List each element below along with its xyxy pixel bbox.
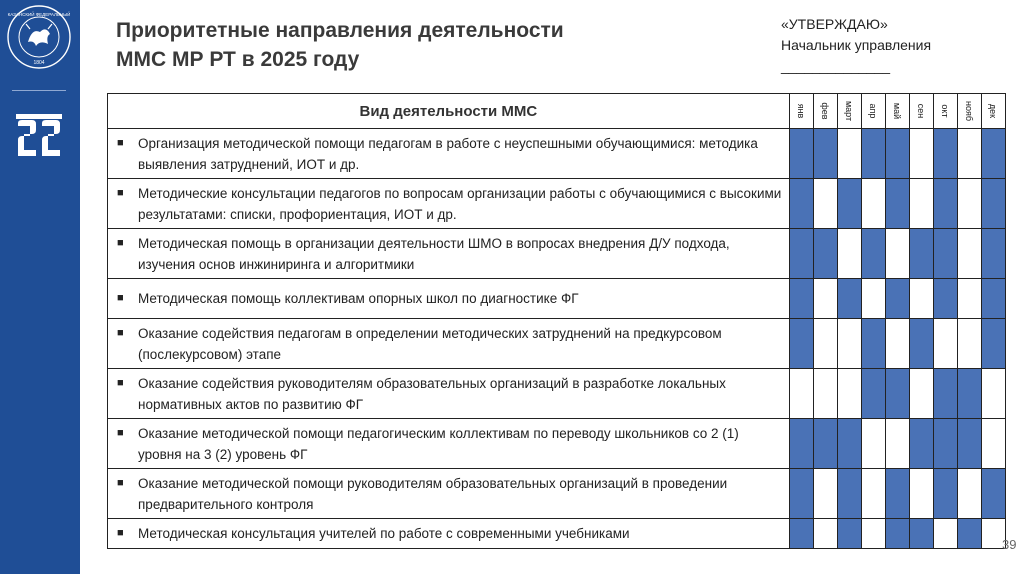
schedule-cell-filled	[861, 369, 885, 419]
activity-cell	[108, 369, 790, 419]
bullet-icon: ■	[117, 476, 124, 489]
activity-cell	[108, 419, 790, 469]
schedule-cell-empty	[957, 179, 981, 229]
bullet-icon: ■	[117, 186, 124, 199]
activity-text: Оказание содействия педагогам в определении методических затруднений на предкурсовом (послекурсовом) этапе	[138, 325, 722, 362]
schedule-cell-filled	[933, 179, 957, 229]
table-row	[108, 129, 1006, 179]
schedule-cell-empty	[957, 229, 981, 279]
month-label: окт	[940, 104, 951, 118]
schedule-cell-filled	[885, 279, 909, 319]
schedule-cell-empty	[861, 419, 885, 469]
schedule-cell-empty	[957, 319, 981, 369]
schedule-cell-filled	[789, 519, 813, 549]
schedule-cell-filled	[789, 179, 813, 229]
schedule-cell-filled	[789, 319, 813, 369]
table-row	[108, 229, 1006, 279]
schedule-cell-filled	[789, 229, 813, 279]
activity-text: Оказание методической помощи педагогическим коллективам по переводу школьников со 2 (1) уровня на 3 (2) уровень ФГ	[138, 425, 739, 462]
activity-text: Методическая консультация учителей по работе с современными учебниками	[138, 526, 630, 541]
schedule-cell-empty	[837, 319, 861, 369]
bullet-icon: ■	[117, 376, 124, 389]
schedule-cell-filled	[885, 129, 909, 179]
schedule-cell-filled	[789, 469, 813, 519]
schedule-cell-filled	[909, 319, 933, 369]
schedule-cell-filled	[909, 519, 933, 549]
activity-text: Методическая помощь в организации деятельности ШМО в вопросах внедрения Д/У подхода, изучения основ инжиниринга и алгоритмики	[138, 235, 730, 272]
page-number: 39	[1002, 537, 1017, 552]
schedule-cell-empty	[933, 319, 957, 369]
schedule-cell-filled	[885, 369, 909, 419]
table-row	[108, 179, 1006, 229]
schedule-cell-empty	[813, 179, 837, 229]
schedule-cell-empty	[813, 279, 837, 319]
schedule-cell-filled	[933, 369, 957, 419]
schedule-cell-filled	[981, 469, 1005, 519]
schedule-cell-filled	[981, 229, 1005, 279]
schedule-cell-filled	[789, 129, 813, 179]
schedule-cell-empty	[933, 519, 957, 549]
schedule-cell-filled	[837, 519, 861, 549]
schedule-cell-filled	[933, 129, 957, 179]
institute-emblem-icon	[12, 110, 66, 160]
activity-text: Оказание содействия руководителям образовательных организаций в разработке локальных нормативных актов по развитию ФГ	[138, 375, 726, 412]
schedule-cell-filled	[933, 229, 957, 279]
schedule-cell-empty	[981, 419, 1005, 469]
schedule-cell-filled	[957, 519, 981, 549]
activity-cell	[108, 129, 790, 179]
schedule-cell-filled	[957, 369, 981, 419]
schedule-cell-empty	[813, 519, 837, 549]
month-label: апр	[868, 103, 879, 119]
approval-block	[781, 14, 931, 77]
schedule-cell-filled	[933, 279, 957, 319]
activity-cell	[108, 229, 790, 279]
bullet-icon: ■	[117, 136, 124, 149]
schedule-cell-filled	[861, 129, 885, 179]
schedule-cell-empty	[861, 519, 885, 549]
schedule-cell-filled	[909, 419, 933, 469]
month-header	[837, 94, 861, 129]
schedule-cell-filled	[789, 419, 813, 469]
schedule-cell-empty	[837, 369, 861, 419]
page-title	[116, 16, 564, 74]
schedule-cell-empty	[957, 129, 981, 179]
schedule-cell-empty	[837, 129, 861, 179]
schedule-cell-empty	[885, 319, 909, 369]
activity-schedule-table	[107, 93, 1006, 549]
month-label: май	[892, 102, 903, 120]
schedule-cell-filled	[861, 319, 885, 369]
month-header	[789, 94, 813, 129]
schedule-cell-empty	[813, 319, 837, 369]
schedule-cell-filled	[981, 279, 1005, 319]
month-label: нояб	[964, 100, 975, 122]
approval-position: Начальник управления	[781, 37, 932, 53]
schedule-cell-filled	[813, 229, 837, 279]
month-header	[813, 94, 837, 129]
month-header	[885, 94, 909, 129]
schedule-cell-empty	[813, 369, 837, 419]
table-body	[108, 129, 1006, 549]
activity-cell	[108, 179, 790, 229]
month-header	[909, 94, 933, 129]
approval-stamp: «УТВЕРЖДАЮ»	[781, 16, 888, 32]
activity-text: Организация методической помощи педагогам в работе с неуспешными обучающимися: методика выявления затруднений, ИОТ и др.	[138, 135, 758, 172]
schedule-cell-filled	[837, 179, 861, 229]
month-label: сен	[916, 103, 927, 119]
month-header	[981, 94, 1005, 129]
schedule-cell-empty	[909, 369, 933, 419]
activity-text: Методические консультации педагогов по вопросам организации работы с обучающимися с высокими результатами: списки, профориентация, ИОТ и др.	[138, 185, 782, 222]
table-row	[108, 319, 1006, 369]
svg-text:1804: 1804	[33, 60, 45, 66]
schedule-cell-empty	[981, 369, 1005, 419]
title-line-2: ММС МР РТ в 2025 году	[116, 48, 360, 71]
schedule-cell-filled	[981, 129, 1005, 179]
schedule-cell-empty	[909, 469, 933, 519]
activity-cell	[108, 279, 790, 319]
schedule-cell-filled	[933, 469, 957, 519]
activity-text: Методическая помощь коллективам опорных школ по диагностике ФГ	[138, 291, 579, 306]
schedule-cell-filled	[885, 179, 909, 229]
schedule-cell-filled	[885, 519, 909, 549]
table-header-row	[108, 94, 1006, 129]
schedule-cell-filled	[861, 229, 885, 279]
schedule-cell-empty	[909, 279, 933, 319]
sidebar-divider	[12, 90, 66, 91]
activity-cell	[108, 469, 790, 519]
schedule-cell-empty	[909, 129, 933, 179]
signature-line: ______________	[781, 58, 891, 74]
schedule-cell-empty	[861, 179, 885, 229]
schedule-cell-filled	[837, 279, 861, 319]
month-header	[957, 94, 981, 129]
schedule-cell-empty	[885, 419, 909, 469]
sidebar-band	[0, 0, 80, 574]
schedule-cell-empty	[957, 279, 981, 319]
bullet-icon: ■	[117, 527, 124, 539]
month-header	[933, 94, 957, 129]
activity-cell	[108, 319, 790, 369]
schedule-cell-empty	[957, 469, 981, 519]
title-line-1: Приоритетные направления деятельности	[116, 19, 564, 42]
schedule-cell-filled	[885, 469, 909, 519]
schedule-cell-filled	[837, 419, 861, 469]
activity-text: Оказание методической помощи руководителям образовательных организаций в проведении предварительного контроля	[138, 475, 728, 512]
schedule-cell-filled	[813, 129, 837, 179]
table-row	[108, 419, 1006, 469]
month-header	[861, 94, 885, 129]
university-seal-logo	[6, 4, 72, 70]
month-label: дек	[988, 103, 999, 119]
schedule-cell-empty	[861, 279, 885, 319]
schedule-cell-filled	[957, 419, 981, 469]
month-label: фев	[820, 102, 831, 120]
schedule-cell-empty	[909, 179, 933, 229]
schedule-cell-filled	[981, 319, 1005, 369]
bullet-icon: ■	[117, 326, 124, 339]
table-row	[108, 519, 1006, 549]
activity-cell	[108, 519, 790, 549]
table-row	[108, 279, 1006, 319]
schedule-cell-empty	[837, 229, 861, 279]
svg-text:КАЗАНСКИЙ ФЕДЕРАЛЬНЫЙ: КАЗАНСКИЙ ФЕДЕРАЛЬНЫЙ	[7, 12, 71, 17]
schedule-cell-filled	[981, 179, 1005, 229]
schedule-cell-empty	[885, 229, 909, 279]
table-row	[108, 469, 1006, 519]
table-row	[108, 369, 1006, 419]
bullet-icon: ■	[117, 236, 124, 249]
schedule-cell-filled	[813, 419, 837, 469]
schedule-cell-empty	[861, 469, 885, 519]
activity-column-header: Вид деятельности ММС	[108, 94, 790, 129]
month-label: март	[844, 100, 855, 122]
schedule-cell-filled	[837, 469, 861, 519]
schedule-cell-empty	[789, 369, 813, 419]
bullet-icon: ■	[117, 426, 124, 439]
schedule-cell-empty	[813, 469, 837, 519]
schedule-cell-filled	[909, 229, 933, 279]
bullet-icon: ■	[117, 292, 124, 304]
schedule-cell-filled	[789, 279, 813, 319]
schedule-cell-filled	[933, 419, 957, 469]
month-label: янв	[796, 103, 807, 119]
